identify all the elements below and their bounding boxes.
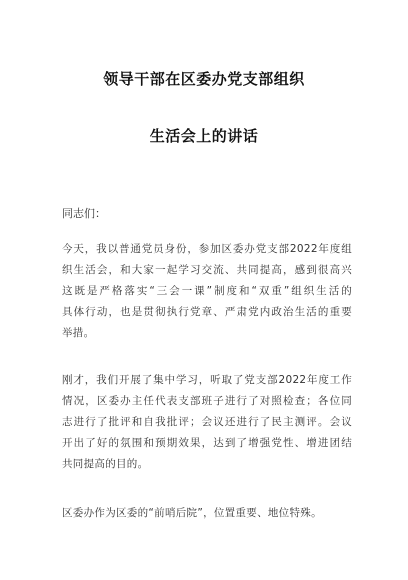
paragraph-2 (62, 370, 352, 475)
greeting: 同志们： (62, 207, 106, 220)
document-title-line-1: 领导干部在区委办党支部组织 (103, 70, 305, 88)
paragraph-line: 开出了好的氛围和预期效果，达到了增强党性、增进团结 (62, 437, 352, 449)
paragraph-line: 志进行了批评和自我批评；会议还进行了民主测评。会议 (62, 416, 352, 428)
paragraph-line: 今天，我以普通党员身份，参加区委办党支部2022年度组 (62, 243, 352, 255)
document-title-line-2: 生活会上的讲话 (149, 127, 259, 145)
paragraph-line: 这既是严格落实“三会一课”制度和“双重”组织生活的 (62, 285, 352, 297)
paragraph-line: 刚才，我们开展了集中学习，听取了党支部2022年度工作 (62, 374, 352, 386)
paragraph-line: 共同提高的目的。 (62, 458, 149, 470)
paragraph-line: 具体行动，也是贯彻执行党章、严肃党内政治生活的重要 (62, 306, 352, 318)
paragraph-line: 举措。 (62, 327, 95, 339)
paragraph-3 (62, 503, 352, 524)
paragraph-line: 区委办作为区委的“前哨后院”，位置重要、地位特殊。 (62, 507, 322, 519)
paragraph-line: 织生活会，和大家一起学习交流、共同提高，感到很高兴 (62, 264, 352, 276)
paragraph-1 (62, 239, 352, 344)
paragraph-line: 情况，区委办主任代表支部班子进行了对照检查；各位同 (62, 395, 352, 407)
